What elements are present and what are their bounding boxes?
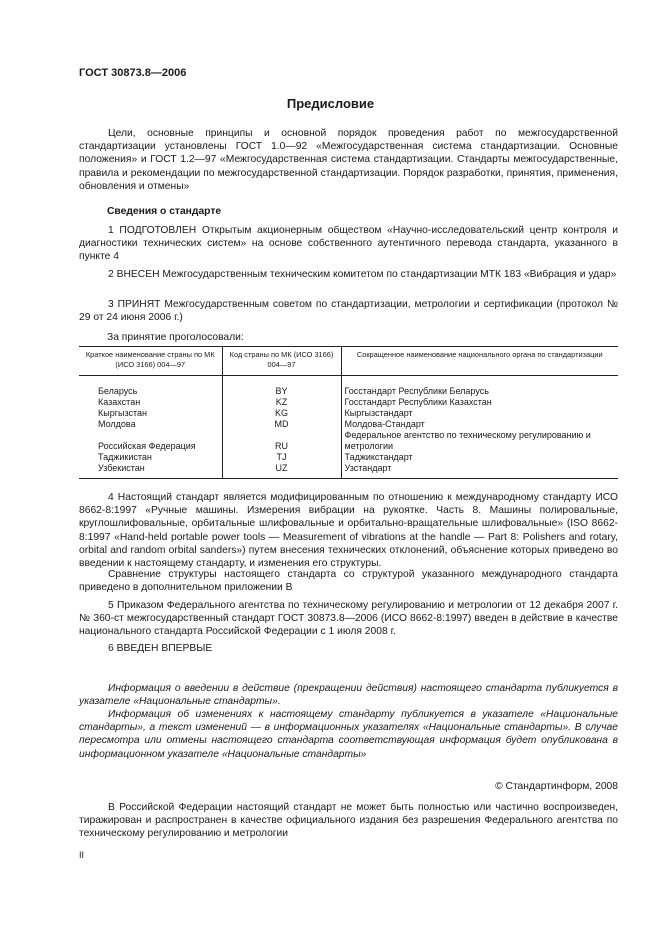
- intro-paragraph: Цели, основные принципы и основной порядок проведения работ по межгосударственной стандартизации установлены ГОСТ 1.0—92 «Межгосударственная система стандартизации. Основные положения» и ГОСТ 1.2—97 «Межгосударственная система стандартизации. Стандарты межгосударственные, правила и рекомендации по межгосударственной стандартизации. Порядок разработки, принятия, применения, обновления и отмены»: [79, 128, 618, 192]
- item-2-paragraph: 2 ВНЕСЕН Межгосударственным техническим комитетом по стандартизации МТК 183 «Вибрация и удар»: [108, 269, 617, 280]
- standards-body: Кыргызстандарт: [341, 408, 618, 419]
- country-name: Кыргызстан: [98, 408, 147, 418]
- standards-body: Таджикстандарт: [341, 452, 618, 463]
- table-row: [79, 463, 618, 479]
- country-name: Российская Федерация: [98, 441, 196, 451]
- section-subtitle: Сведения о стандарте: [107, 206, 222, 217]
- page-number: II: [79, 850, 85, 860]
- page-title: Предисловие: [286, 96, 375, 111]
- reproduction-notice: В Российской Федерации настоящий стандарт не может быть полностью или частично воспроизведен, тиражирован и распространен в качестве официального издания без разрешения Федерального агентства по техническому регулированию и метрологии: [79, 802, 618, 840]
- item-4-comparison-paragraph: Сравнение структуры настоящего стандарта со структурой указанного международного стандарта приведено в дополнительном приложении В: [79, 569, 618, 594]
- country-code: RU: [222, 430, 341, 452]
- standards-body: Госстандарт Республики Казахстан: [341, 397, 618, 408]
- item-4-paragraph: 4 Настоящий стандарт является модифицированным по отношению к международному стандарту ИСО 8662-8:1997 «Ручные машины. Измерения вибрации на рукоятке. Часть 8. Машины полировальные, круглошлифовальные, орбитальные шлифовальные и орбитально-вращательные шлифовальные» (ISO 8662-8:1997 «Hand-held portable power tools — Measurement of vibrations at the handle — Part 8: Polishers and rotary, orbital and random orbital sanders») путем внесения технических отклонений, объяснение которых приведено во введении к настоящему стандарту, и изменения его структуры.: [79, 492, 618, 570]
- country-code: TJ: [222, 452, 341, 463]
- table-header-row: [79, 347, 618, 376]
- standards-body: Узстандарт: [341, 463, 618, 479]
- copyright-line: © Стандартинформ, 2008: [495, 781, 618, 792]
- country-code: BY: [222, 376, 341, 398]
- header-country: Краткое наименование страны по МК (ИСО 3166) 004—97: [79, 347, 222, 376]
- standards-body: Молдова-Стандарт: [341, 419, 618, 430]
- standards-body: Федеральное агентство по техническому регулированию и метрологии: [341, 430, 618, 452]
- country-name: Казахстан: [98, 397, 141, 407]
- table-row: [79, 452, 618, 463]
- country-code: MD: [222, 419, 341, 430]
- info-changes-paragraph: Информация об изменениях к настоящему стандарту публикуется в указателе «Национальные стандарты», а текст изменений — в информационных указателях «Национальные стандарты». В случае пересмотра или отмены настоящего стандарта соответствующая информация будет опубликована в информационном указателе «Национальные стандарты»: [79, 709, 618, 760]
- standards-body: Госстандарт Республики Беларусь: [341, 376, 618, 398]
- table-row: [79, 408, 618, 419]
- header-org: Сокращенное наименование национального органа по стандартизации: [341, 347, 618, 376]
- item-6-paragraph: 6 ВВЕДЕН ВПЕРВЫЕ: [108, 643, 213, 654]
- country-name: Беларусь: [98, 386, 138, 396]
- table-row: [79, 376, 618, 398]
- countries-table: [79, 346, 618, 479]
- item-5-paragraph: 5 Приказом Федерального агентства по техническому регулированию и метрологии от 12 декабря 2007 г. № 360-ст межгосударственный стандарт ГОСТ 30873.8—2006 (ИСО 8662-8:1997) введен в действие в качестве национального стандарта Российской Федерации с 1 июля 2008 г.: [79, 600, 618, 638]
- vote-label: За принятие проголосовали:: [107, 332, 244, 343]
- item-1-paragraph: 1 ПОДГОТОВЛЕН Открытым акционерным обществом «Научно-исследовательский центр контроля и диагностики технических систем» на основе собственного аутентичного перевода стандарта, указанного в пункте 4: [79, 225, 618, 263]
- country-code: KZ: [222, 397, 341, 408]
- table-row: [79, 397, 618, 408]
- info-publication-paragraph: Информация о введении в действие (прекращении действия) настоящего стандарта публикуется в указателе «Национальные стандарты».: [79, 683, 618, 708]
- country-name: Молдова: [98, 419, 136, 429]
- country-code: UZ: [222, 463, 341, 479]
- standard-code: ГОСТ 30873.8—2006: [79, 67, 187, 79]
- table-row: [79, 430, 618, 452]
- header-code: Код страны по МК (ИСО 3166) 004—97: [222, 347, 341, 376]
- country-name: Узбекистан: [79, 463, 222, 479]
- country-code: KG: [222, 408, 341, 419]
- item-3-paragraph: 3 ПРИНЯТ Межгосударственным советом по стандартизации, метрологии и сертификации (протокол № 29 от 24 июня 2006 г.): [79, 299, 618, 324]
- country-name: Таджикистан: [98, 452, 152, 462]
- table-row: [79, 419, 618, 430]
